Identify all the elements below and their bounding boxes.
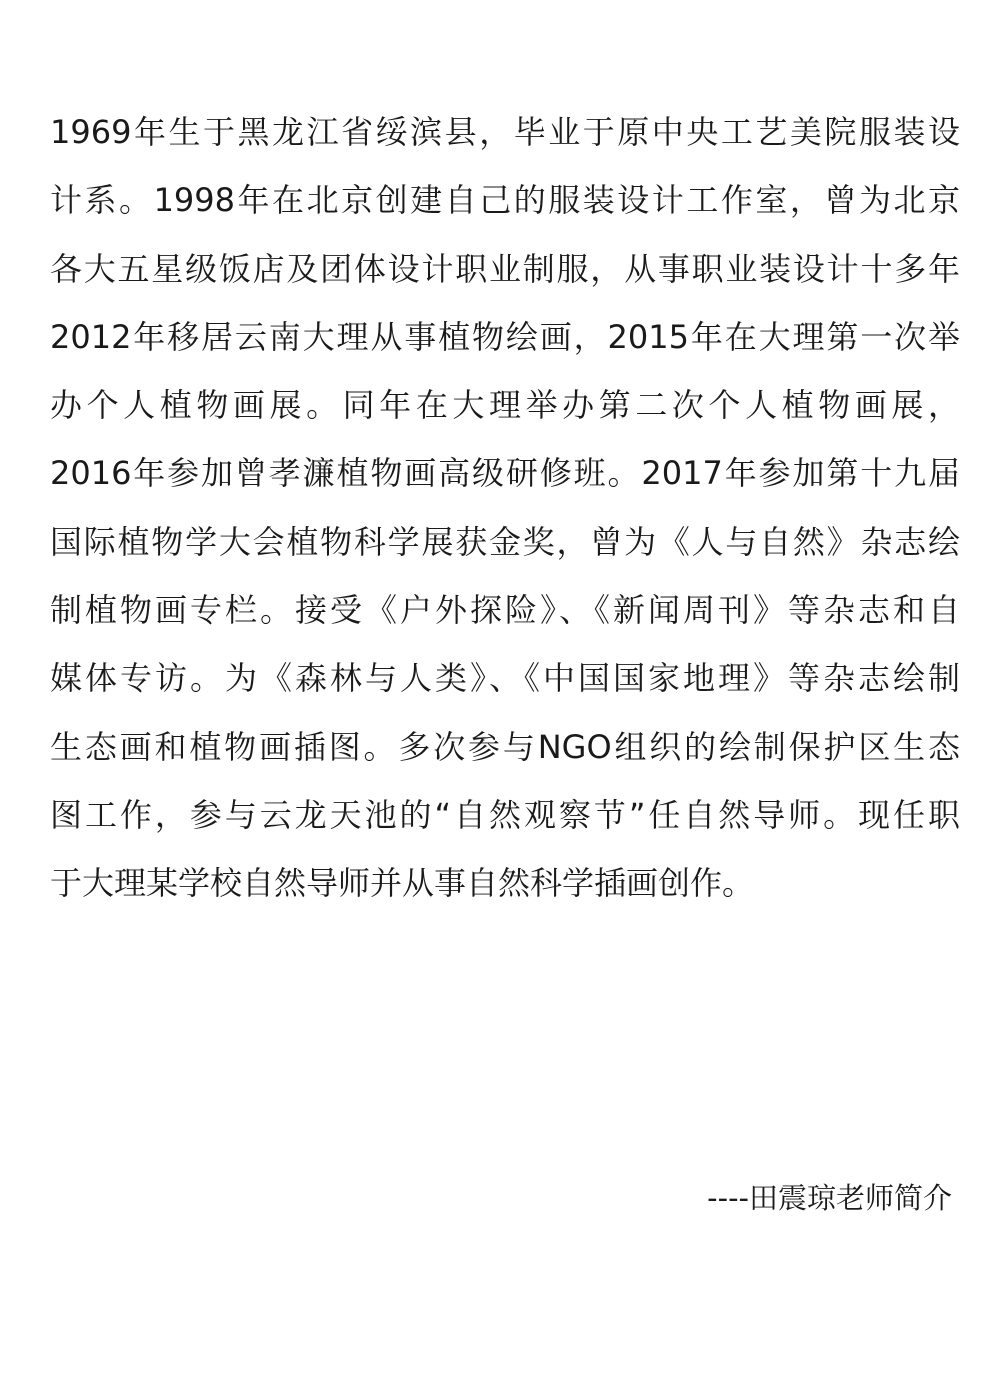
signature: ----田震琼老师简介 xyxy=(707,1181,952,1215)
bio-line-5: 办个人植物画展。同年在大理举办第二次个人植物画展， xyxy=(50,386,960,425)
bio-line-6: 2016年参加曾孝濂植物画高级研修班。2017年参加第十九届 xyxy=(50,454,960,493)
bio-line-12: 于大理某学校自然导师并从事自然科学插画创作。 xyxy=(50,864,755,903)
bio-line-11: 图工作，参与云龙天池的“自然观察节”任自然导师。现任职 xyxy=(50,795,960,834)
bio-line-2: 计系。1998年在北京创建自己的服装设计工作室，曾为北京 xyxy=(50,181,960,220)
bio-line-3: 各大五星级饭店及团体设计职业制服，从事职业装设计十多年 xyxy=(50,249,960,288)
bio-line-1: 1969年生于黑龙江省绥滨县，毕业于原中央工艺美院服装设 xyxy=(50,113,960,151)
bio-line-7: 国际植物学大会植物科学展获金奖，曾为《人与自然》杂志绘 xyxy=(50,522,960,561)
bio-line-8: 制植物画专栏。接受《户外探险》、《新闻周刊》等杂志和自 xyxy=(50,591,960,630)
biography-text xyxy=(50,98,960,918)
bio-line-4: 2012年移居云南大理从事植物绘画，2015年在大理第一次举 xyxy=(50,317,960,356)
bio-line-10: 生态画和植物画插图。多次参与NGO组织的绘制保护区生态 xyxy=(50,727,960,766)
bio-line-9: 媒体专访。为《森林与人类》、《中国国家地理》等杂志绘制 xyxy=(50,659,960,698)
